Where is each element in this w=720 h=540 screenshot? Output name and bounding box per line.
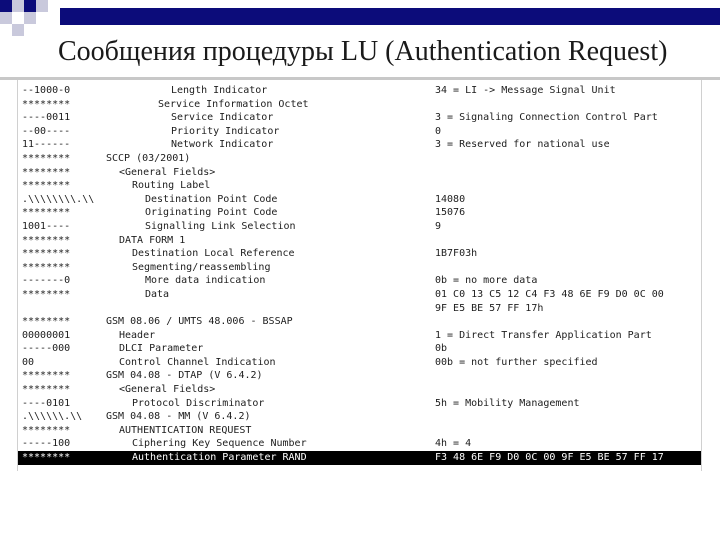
field-name: Length Indicator	[171, 85, 268, 96]
bit-mask: ********	[22, 316, 71, 328]
protocol-decode-screenshot	[17, 80, 702, 471]
decode-row[interactable]	[18, 220, 701, 234]
bit-mask: ********	[22, 424, 71, 436]
field-name: <General Fields>	[119, 166, 216, 178]
field-name: Destination Local Reference	[132, 248, 295, 260]
bit-mask: ********	[22, 452, 71, 464]
field-name: Service Indicator	[171, 112, 274, 124]
field-name: Header	[119, 329, 156, 341]
decode-row[interactable]	[18, 234, 701, 248]
decode-row[interactable]	[18, 410, 701, 424]
bit-mask: --1000-0	[22, 85, 71, 96]
field-name: More data indication	[145, 275, 266, 287]
decode-row[interactable]	[18, 424, 701, 438]
decode-row[interactable]	[18, 274, 701, 288]
field-value: 9F E5 BE 57 FF 17h	[435, 302, 544, 314]
bit-mask: ********	[22, 261, 71, 273]
decode-row[interactable]	[18, 179, 701, 193]
bit-mask: ********	[22, 166, 71, 178]
field-name: DLCI Parameter	[119, 343, 204, 355]
field-value: 0	[435, 125, 442, 137]
decode-row[interactable]	[18, 383, 701, 397]
decode-row[interactable]	[18, 315, 701, 329]
decode-row[interactable]	[18, 397, 701, 411]
bit-mask: ********	[22, 98, 71, 110]
bit-mask: 00000001	[22, 329, 71, 341]
decode-row[interactable]	[18, 288, 701, 302]
bit-mask: .\\\\\\.\\	[22, 411, 83, 423]
bit-mask: 00	[22, 356, 35, 368]
bit-mask: ********	[22, 288, 71, 300]
field-value: 9	[435, 220, 442, 232]
field-value: 3 = Signaling Connection Control Part	[435, 112, 658, 124]
decode-row[interactable]	[18, 206, 701, 220]
field-value: 5h = Mobility Management	[435, 397, 580, 409]
decode-row[interactable]	[18, 84, 701, 98]
field-name: DATA FORM 1	[119, 234, 186, 246]
field-name: AUTHENTICATION REQUEST	[119, 424, 252, 436]
field-name: Destination Point Code	[145, 193, 278, 205]
bit-mask: .\\\\\\\\.\\	[22, 193, 95, 205]
field-name: Data	[145, 288, 170, 300]
bit-mask: ********	[22, 384, 71, 396]
decode-row[interactable]	[18, 193, 701, 207]
bit-mask: -------0	[22, 275, 71, 287]
decode-row[interactable]	[18, 342, 701, 356]
field-value: 01 C0 13 C5 12 C4 F3 48 6E F9 D0 0C 00	[435, 288, 664, 300]
bit-mask: ********	[22, 248, 71, 260]
field-value: 0b = no more data	[435, 275, 538, 287]
decode-row[interactable]	[18, 329, 701, 343]
field-name: SCCP (03/2001)	[106, 152, 191, 164]
bit-mask: ********	[22, 152, 71, 164]
field-value: 4h = 4	[435, 438, 472, 450]
field-name: Ciphering Key Sequence Number	[132, 438, 307, 450]
field-value: 1B7F03h	[435, 248, 478, 260]
bit-mask: ----0101	[22, 397, 71, 409]
field-name: Network Indicator	[171, 139, 274, 151]
decorative-squares	[0, 0, 60, 36]
field-name: <General Fields>	[119, 384, 216, 396]
decode-table	[18, 84, 701, 465]
field-name: Control Channel Indication	[119, 356, 276, 368]
field-name: Routing Label	[132, 180, 211, 192]
bit-mask: ********	[22, 207, 71, 219]
decode-row[interactable]	[18, 369, 701, 383]
field-value: F3 48 6E F9 D0 0C 00 9F E5 BE 57 FF 17	[435, 452, 664, 464]
field-name: Protocol Discriminator	[132, 397, 265, 409]
field-value: 1 = Direct Transfer Application Part	[435, 329, 652, 341]
decode-row[interactable]	[18, 261, 701, 275]
field-name: GSM 08.06 / UMTS 48.006 - BSSAP	[106, 316, 293, 328]
bit-mask: -----000	[22, 343, 71, 355]
page-title: Сообщения процедуры LU (Authentication Request)	[58, 36, 668, 67]
field-name: GSM 04.08 - MM (V 6.4.2)	[106, 411, 251, 423]
bit-mask: -----100	[22, 438, 71, 450]
field-name: Signalling Link Selection	[145, 220, 296, 232]
top-accent-bar	[60, 8, 720, 25]
field-value: 0b	[435, 343, 448, 355]
bit-mask: ********	[22, 370, 71, 382]
bit-mask: --00----	[22, 125, 71, 137]
decode-row[interactable]	[18, 247, 701, 261]
field-name: GSM 04.08 - DTAP (V 6.4.2)	[106, 370, 263, 382]
decode-row[interactable]	[18, 302, 701, 316]
decode-row[interactable]	[18, 451, 701, 465]
field-name: Originating Point Code	[145, 207, 278, 219]
bit-mask: 11------	[22, 139, 71, 151]
decode-row[interactable]	[18, 125, 701, 139]
field-name: Authentication Parameter RAND	[132, 452, 307, 464]
bit-mask: ********	[22, 234, 71, 246]
field-value: 3 = Reserved for national use	[435, 139, 610, 151]
decode-row[interactable]	[18, 166, 701, 180]
field-name: Priority Indicator	[171, 125, 280, 137]
decode-row[interactable]	[18, 111, 701, 125]
bit-mask: ********	[22, 180, 71, 192]
bit-mask: 1001----	[22, 220, 71, 232]
field-value: 00b = not further specified	[435, 356, 598, 368]
field-value: 34 = LI -> Message Signal Unit	[435, 85, 616, 96]
bit-mask: ----0011	[22, 112, 71, 124]
decode-row[interactable]	[18, 356, 701, 370]
field-value: 14080	[435, 193, 466, 205]
decode-row[interactable]	[18, 437, 701, 451]
field-name: Segmenting/reassembling	[132, 261, 271, 273]
decode-row[interactable]	[18, 152, 701, 166]
field-value: 15076	[435, 207, 466, 219]
decode-row[interactable]	[18, 138, 701, 152]
field-name: Service Information Octet	[158, 98, 309, 110]
decode-row[interactable]	[18, 98, 701, 112]
